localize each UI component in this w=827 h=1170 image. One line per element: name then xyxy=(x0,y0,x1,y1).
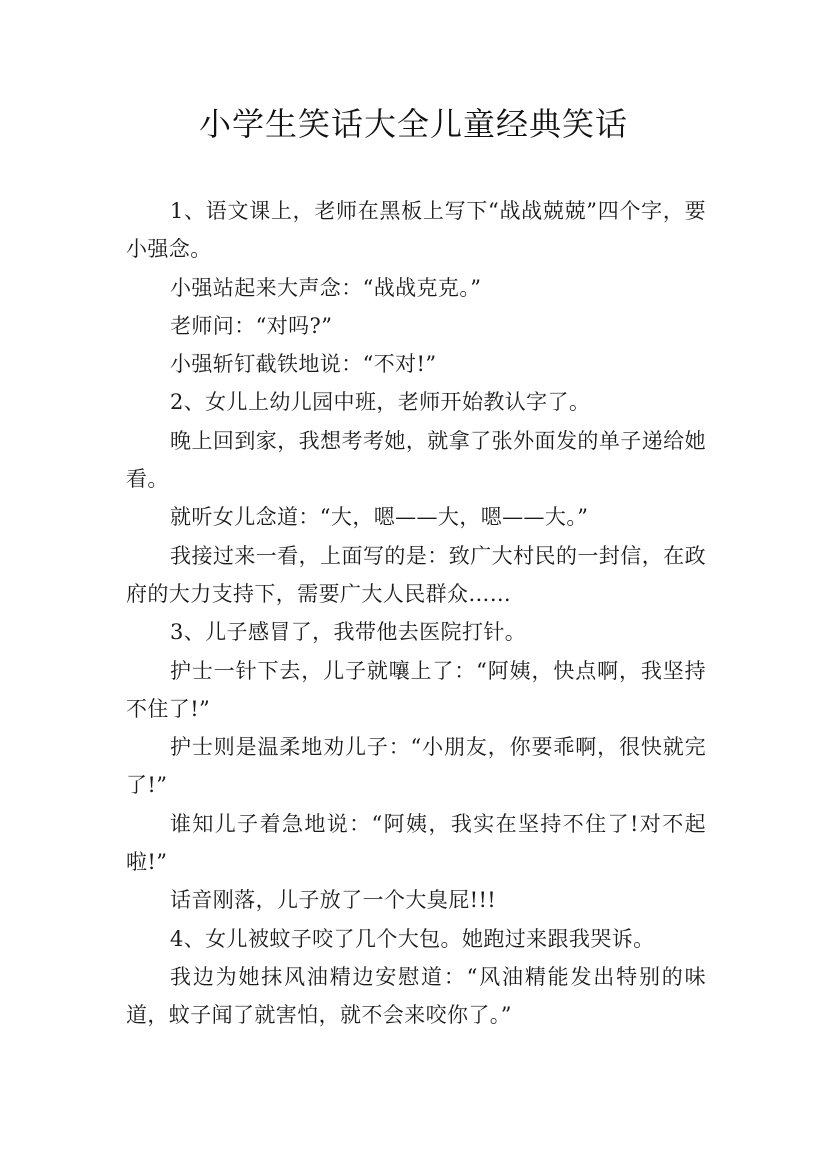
paragraph: 晚上回到家，我想考考她，就拿了张外面发的单子递给她看。 xyxy=(126,428,706,492)
paragraph: 谁知儿子着急地说：“阿姨，我实在坚持不住了!对不起啦!” xyxy=(126,811,706,875)
document-body xyxy=(126,192,706,1035)
paragraph: 小强斩钉截铁地说：“不对!” xyxy=(170,352,437,377)
paragraph: 3、儿子感冒了，我带他去医院打针。 xyxy=(170,620,527,645)
page-title: 小学生笑话大全儿童经典笑话 xyxy=(198,105,628,143)
paragraph: 我边为她抹风油精边安慰道：“风油精能发出特别的味道，蚊子闻了就害怕，就不会来咬你了。” xyxy=(126,964,706,1028)
paragraph: 话音刚落，儿子放了一个大臭屁!!! xyxy=(170,888,497,913)
paragraph: 小强站起来大声念：“战战克克。” xyxy=(170,275,482,300)
paragraph: 护士则是温柔地劝儿子：“小朋友，你要乖啊，很快就完了!” xyxy=(126,735,706,798)
paragraph: 1、语文课上，老师在黑板上写下“战战兢兢”四个字，要小强念。 xyxy=(126,199,706,262)
paragraph: 就听女儿念道：“大，嗯——大，嗯——大。” xyxy=(170,505,589,530)
paragraph: 老师问：“对吗?” xyxy=(170,313,333,338)
paragraph: 2、女儿上幼儿园中班，老师开始教认字了。 xyxy=(170,390,591,415)
paragraph: 4、女儿被蚊子咬了几个大包。她跑过来跟我哭诉。 xyxy=(170,926,655,951)
paragraph: 护士一针下去，儿子就嚷上了：“阿姨，快点啊，我坚持不住了!” xyxy=(126,658,706,721)
paragraph: 我接过来一看，上面写的是：致广大村民的一封信，在政府的大力支持下，需要广大人民群众…… xyxy=(126,543,706,606)
